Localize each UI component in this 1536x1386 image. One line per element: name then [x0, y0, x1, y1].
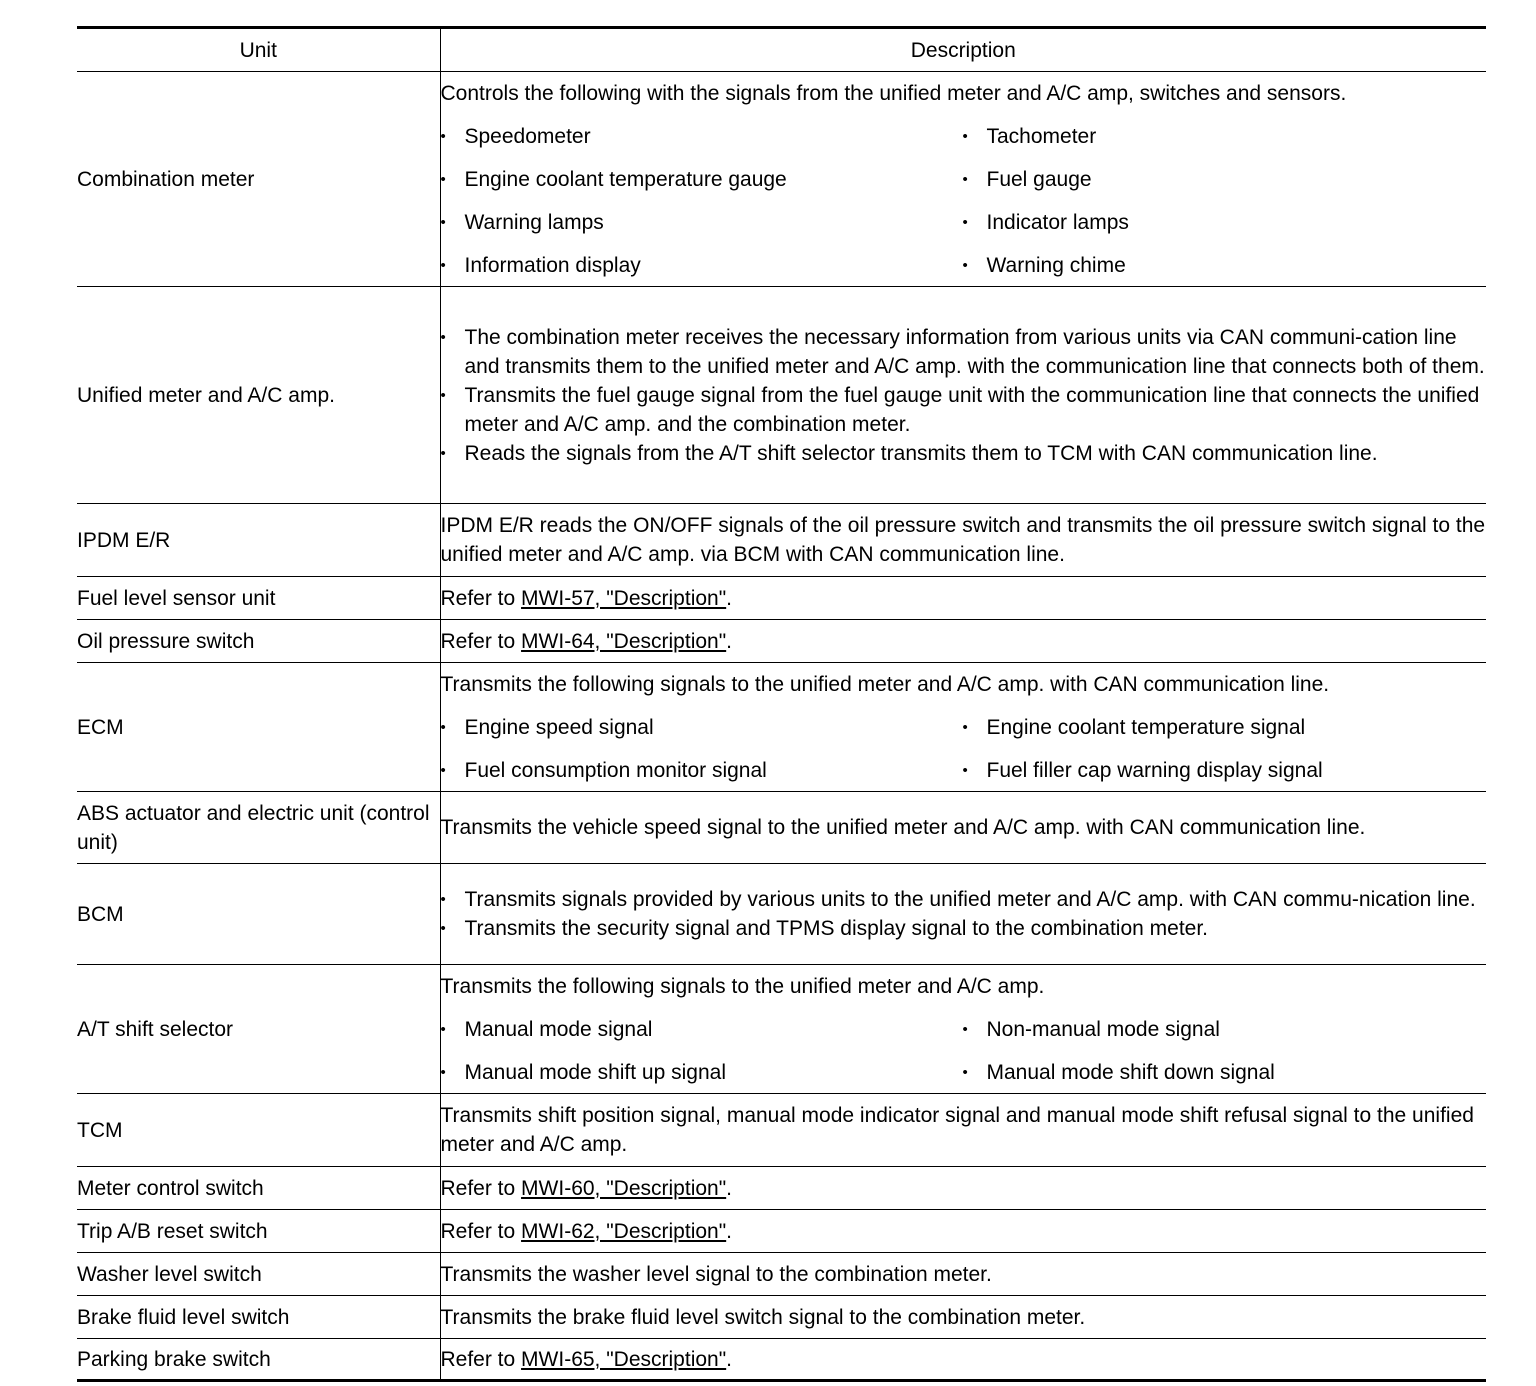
description-cell: Transmits the vehicle speed signal to the unified meter and A/C amp. with CAN communication line.	[440, 792, 1486, 864]
list-item: • Information display	[441, 251, 963, 280]
bullet-list	[441, 885, 1487, 943]
description-cell: Transmits the washer level signal to the combination meter.	[440, 1253, 1486, 1296]
list-item: • Engine speed signal	[441, 713, 963, 742]
bullet-grid	[441, 1015, 1487, 1087]
list-item: • Warning lamps	[441, 208, 963, 237]
list-item: • Tachometer	[963, 122, 1487, 151]
list-item: • Transmits the fuel gauge signal from the fuel gauge unit with the communication line that connects the unified meter and A/C amp. and the combination meter.	[441, 381, 1487, 439]
table-row	[77, 287, 1486, 504]
description-cell: Transmits the brake fluid level switch signal to the combination meter.	[440, 1296, 1486, 1339]
description-cell	[440, 620, 1486, 663]
list-item: • Transmits signals provided by various units to the unified meter and A/C amp. with CAN commu-nication line.	[441, 885, 1487, 914]
description-cell	[440, 72, 1486, 287]
unit-cell: TCM	[77, 1094, 440, 1167]
description-intro: Controls the following with the signals from the unified meter and A/C amp, switches and sensors.	[440, 81, 1347, 105]
description-cell	[440, 663, 1486, 792]
refer-prefix: Refer to	[440, 629, 522, 653]
refer-suffix: .	[726, 586, 733, 610]
list-item: • Engine coolant temperature gauge	[441, 165, 963, 194]
mwi-62-link[interactable]: MWI-62, "Description"	[521, 1219, 727, 1243]
unit-cell: Brake fluid level switch	[77, 1296, 440, 1339]
unit-cell: BCM	[77, 864, 440, 965]
unit-cell: Parking brake switch	[77, 1339, 440, 1381]
refer-suffix: .	[726, 1219, 733, 1243]
mwi-57-link[interactable]: MWI-57, "Description"	[521, 586, 727, 610]
description-cell: Transmits shift position signal, manual mode indicator signal and manual mode shift refusal signal to the unified meter and A/C amp.	[440, 1094, 1486, 1167]
refer-prefix: Refer to	[440, 1219, 522, 1243]
list-item: • Manual mode shift down signal	[963, 1058, 1487, 1087]
list-item: • Fuel gauge	[963, 165, 1487, 194]
description-cell	[440, 864, 1486, 965]
table-row	[77, 1167, 1486, 1210]
list-item: • Speedometer	[441, 122, 963, 151]
list-item: • Engine coolant temperature signal	[963, 713, 1487, 742]
list-item: • Fuel consumption monitor signal	[441, 756, 963, 785]
description-cell	[440, 577, 1486, 620]
table-row	[77, 965, 1486, 1094]
unit-cell: Combination meter	[77, 72, 440, 287]
description-cell	[440, 287, 1486, 504]
list-item: • Reads the signals from the A/T shift selector transmits them to TCM with CAN communication line.	[441, 439, 1487, 468]
bullet-list	[441, 323, 1487, 468]
unit-cell: ECM	[77, 663, 440, 792]
list-item: • Indicator lamps	[963, 208, 1487, 237]
unit-description-table	[77, 26, 1486, 1382]
mwi-64-link[interactable]: MWI-64, "Description"	[521, 629, 727, 653]
bullet-grid	[441, 713, 1487, 785]
unit-cell: Meter control switch	[77, 1167, 440, 1210]
table-row	[77, 792, 1486, 864]
table-row	[77, 577, 1486, 620]
refer-prefix: Refer to	[440, 1347, 522, 1371]
table-row	[77, 663, 1486, 792]
bullet-grid	[441, 122, 1487, 280]
refer-suffix: .	[726, 1176, 733, 1200]
list-item: • Manual mode signal	[441, 1015, 963, 1044]
list-item: • Manual mode shift up signal	[441, 1058, 963, 1087]
mwi-60-link[interactable]: MWI-60, "Description"	[521, 1176, 727, 1200]
description-cell: IPDM E/R reads the ON/OFF signals of the oil pressure switch and transmits the oil pressure switch signal to the unified meter and A/C amp. via BCM with CAN communication line.	[440, 504, 1486, 577]
refer-prefix: Refer to	[440, 1176, 522, 1200]
unit-cell: Washer level switch	[77, 1253, 440, 1296]
list-item: • Warning chime	[963, 251, 1487, 280]
description-column-header: Description	[440, 28, 1486, 72]
description-cell	[440, 1339, 1486, 1381]
unit-cell: A/T shift selector	[77, 965, 440, 1094]
table-row	[77, 864, 1486, 965]
table-row	[77, 1253, 1486, 1296]
unit-cell: Fuel level sensor unit	[77, 577, 440, 620]
unit-cell: Oil pressure switch	[77, 620, 440, 663]
list-item: • Fuel filler cap warning display signal	[963, 756, 1487, 785]
list-item: • The combination meter receives the necessary information from various units via CAN communi-cation line and transmits them to the unified meter and A/C amp. with the communication line that connects both of them.	[441, 323, 1487, 381]
list-item: • Transmits the security signal and TPMS display signal to the combination meter.	[441, 914, 1487, 943]
table-row	[77, 620, 1486, 663]
description-intro: Transmits the following signals to the unified meter and A/C amp.	[440, 974, 1045, 998]
refer-suffix: .	[726, 1347, 733, 1371]
description-intro: Transmits the following signals to the unified meter and A/C amp. with CAN communication line.	[440, 672, 1330, 696]
unit-cell: Unified meter and A/C amp.	[77, 287, 440, 504]
table-row	[77, 504, 1486, 577]
table-row	[77, 1339, 1486, 1381]
table-row	[77, 72, 1486, 287]
description-cell	[440, 1167, 1486, 1210]
list-item: • Non-manual mode signal	[963, 1015, 1487, 1044]
unit-cell: IPDM E/R	[77, 504, 440, 577]
unit-cell: Trip A/B reset switch	[77, 1210, 440, 1253]
unit-cell: ABS actuator and electric unit (control unit)	[77, 792, 440, 864]
table-row	[77, 1094, 1486, 1167]
description-cell	[440, 1210, 1486, 1253]
unit-column-header: Unit	[77, 28, 440, 72]
table-row	[77, 1210, 1486, 1253]
mwi-65-link[interactable]: MWI-65, "Description"	[521, 1347, 727, 1371]
table-row	[77, 1296, 1486, 1339]
description-cell	[440, 965, 1486, 1094]
header-row	[77, 28, 1486, 72]
refer-prefix: Refer to	[440, 586, 522, 610]
refer-suffix: .	[726, 629, 733, 653]
